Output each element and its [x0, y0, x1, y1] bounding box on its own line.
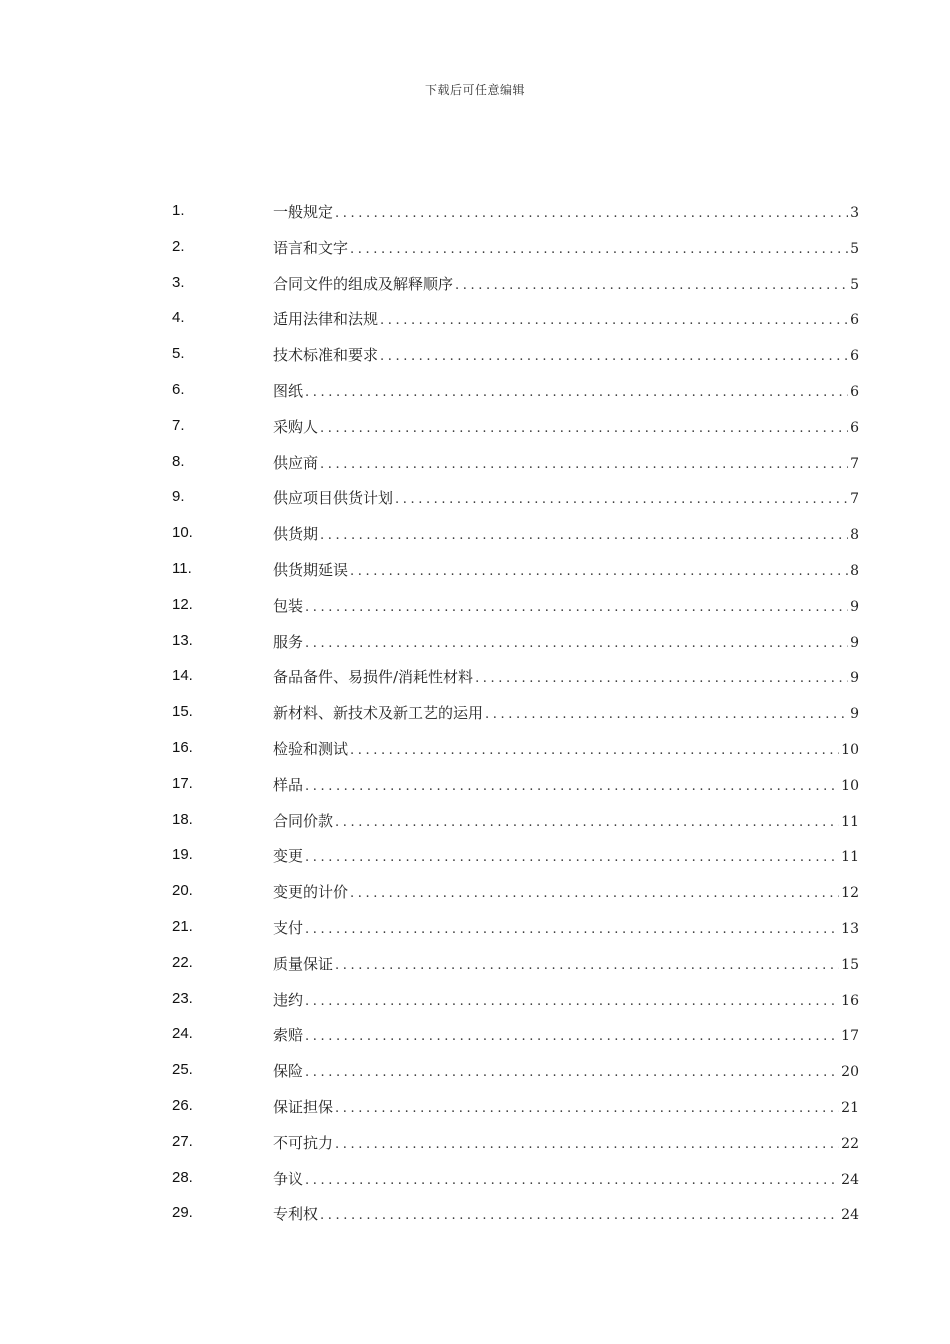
- toc-number: 13.: [172, 631, 193, 649]
- toc-title: 变更的计价: [273, 883, 349, 902]
- toc-entry-line: [273, 595, 859, 616]
- toc-number: 21.: [172, 918, 193, 935]
- toc-leader-dots: [305, 779, 839, 794]
- toc-title: 供货期: [273, 525, 319, 544]
- toc-entry-line: [273, 1024, 859, 1045]
- toc-page-number: 17: [841, 1028, 859, 1045]
- toc-page-number: 9: [850, 706, 859, 723]
- toc-page-number: 11: [841, 849, 859, 866]
- toc-title: 包装: [273, 596, 304, 615]
- toc-page-number: 5: [850, 276, 859, 293]
- toc-number: 22.: [172, 953, 193, 971]
- toc-title: 质量保证: [273, 954, 334, 973]
- toc-title: 样品: [273, 775, 304, 794]
- toc-entry-line: [273, 487, 859, 508]
- toc-page-number: 5: [850, 240, 859, 257]
- toc-leader-dots: [485, 707, 848, 722]
- toc-row[interactable]: [0, 515, 950, 551]
- toc-number: 14.: [172, 667, 193, 685]
- toc-page-number: 9: [850, 670, 859, 687]
- toc-entry-line: [273, 702, 859, 723]
- toc-entry-line: [273, 1060, 859, 1081]
- toc-row[interactable]: [0, 1088, 950, 1124]
- toc-entry-line: [273, 1096, 859, 1117]
- toc-leader-dots: [320, 1208, 839, 1223]
- toc-number: 27.: [172, 1132, 193, 1150]
- toc-leader-dots: [305, 636, 848, 651]
- toc-page-number: 9: [850, 598, 859, 615]
- toc-row[interactable]: [0, 873, 950, 909]
- toc-row[interactable]: [0, 802, 950, 838]
- toc-page-number: 20: [841, 1064, 859, 1081]
- toc-page-number: 12: [841, 885, 859, 902]
- toc-entry-line: [273, 559, 859, 580]
- toc-row[interactable]: [0, 551, 950, 587]
- toc-number: 20.: [172, 882, 193, 900]
- toc-title: 索赔: [273, 1026, 304, 1045]
- toc-number: 15.: [172, 703, 193, 721]
- toc-number: 10.: [172, 524, 193, 542]
- toc-row[interactable]: [0, 1124, 950, 1160]
- toc-entry-line: [273, 1168, 859, 1189]
- toc-entry-line: [273, 881, 859, 902]
- toc-row[interactable]: [0, 336, 950, 372]
- toc-row[interactable]: [0, 444, 950, 480]
- toc-title: 供应项目供货计划: [273, 489, 394, 508]
- toc-entry-line: [273, 1132, 859, 1153]
- toc-leader-dots: [320, 528, 848, 543]
- toc-leader-dots: [335, 206, 848, 221]
- toc-title: 违约: [273, 990, 304, 1009]
- toc-page-number: 6: [850, 348, 859, 365]
- toc-leader-dots: [475, 671, 848, 686]
- toc-row[interactable]: [0, 623, 950, 659]
- toc-leader-dots: [305, 922, 839, 937]
- toc-page-number: 13: [841, 921, 859, 937]
- toc-page-number: 6: [850, 419, 859, 436]
- toc-number: 29.: [172, 1204, 193, 1222]
- toc-page-number: 24: [841, 1207, 859, 1224]
- toc-number: 6.: [172, 381, 185, 398]
- toc-row[interactable]: [0, 300, 950, 336]
- toc-number: 26.: [172, 1097, 193, 1114]
- toc-leader-dots: [305, 1173, 839, 1188]
- toc-page-number: 9: [850, 634, 859, 651]
- toc-leader-dots: [320, 457, 848, 472]
- toc-entry-line: [273, 774, 859, 795]
- toc-leader-dots: [305, 1029, 839, 1044]
- toc-number: 9.: [172, 488, 185, 506]
- toc-title: 适用法律和法规: [273, 310, 379, 329]
- toc-number: 24.: [172, 1025, 193, 1043]
- toc-entry-line: [273, 452, 859, 473]
- toc-title: 专利权: [273, 1205, 319, 1224]
- toc-page-number: 6: [850, 384, 859, 400]
- toc-title: 一般规定: [273, 203, 334, 221]
- toc-row[interactable]: [0, 372, 950, 408]
- toc-leader-dots: [380, 313, 848, 328]
- toc-page-number: 6: [850, 312, 859, 329]
- toc-entry-line: [273, 953, 859, 974]
- toc-number: 16.: [172, 739, 193, 756]
- toc-leader-dots: [335, 958, 839, 973]
- toc-page-number: 8: [850, 563, 859, 579]
- toc-page-number: 11: [841, 813, 859, 830]
- toc-row[interactable]: [0, 766, 950, 802]
- page-header: 下载后可任意编辑: [424, 83, 525, 97]
- toc-title: 备品备件、易损件/消耗性材料: [273, 668, 474, 687]
- toc-entry-line: [273, 845, 859, 866]
- toc-title: 供货期延误: [273, 561, 349, 579]
- toc-number: 4.: [172, 309, 185, 327]
- toc-entry-line: [273, 237, 859, 258]
- toc-row[interactable]: [0, 658, 950, 694]
- toc-leader-dots: [305, 850, 839, 865]
- toc-title: 供应商: [273, 453, 319, 472]
- toc-title: 保证担保: [273, 1098, 334, 1116]
- toc-page-number: 22: [841, 1135, 859, 1152]
- toc-page-number: 16: [841, 992, 859, 1009]
- toc-row[interactable]: [0, 193, 950, 229]
- toc-number: 5.: [172, 345, 185, 363]
- toc-page-number: 15: [841, 956, 859, 973]
- toc-page-number: 21: [841, 1100, 859, 1116]
- toc-entry-line: [273, 308, 859, 329]
- toc-entry-line: [273, 344, 859, 365]
- toc-row[interactable]: [0, 479, 950, 515]
- toc-title: 语言和文字: [273, 238, 349, 257]
- toc-leader-dots: [320, 421, 848, 436]
- toc-title: 变更: [273, 847, 304, 866]
- toc-page-number: 10: [841, 742, 859, 758]
- toc-number: 11.: [172, 560, 192, 577]
- toc-entry-line: [273, 416, 859, 437]
- toc-leader-dots: [335, 1137, 839, 1152]
- toc-number: 17.: [172, 774, 193, 792]
- toc-row[interactable]: [0, 945, 950, 981]
- toc-title: 合同文件的组成及解释顺序: [273, 274, 454, 293]
- toc-row[interactable]: [0, 730, 950, 766]
- toc-number: 23.: [172, 989, 193, 1007]
- toc-number: 12.: [172, 595, 193, 613]
- toc-number: 28.: [172, 1168, 193, 1186]
- toc-number: 8.: [172, 452, 185, 470]
- toc-number: 3.: [172, 273, 185, 291]
- toc-leader-dots: [305, 600, 848, 615]
- toc-leader-dots: [350, 886, 839, 901]
- toc-leader-dots: [455, 278, 848, 293]
- toc-entry-line: [273, 810, 859, 831]
- toc-entry-line: [273, 273, 859, 294]
- toc-page-number: 8: [850, 527, 859, 544]
- toc-leader-dots: [350, 743, 839, 758]
- toc-title: 合同价款: [273, 811, 334, 830]
- toc-row[interactable]: [0, 265, 950, 301]
- toc-page-number: 7: [850, 491, 859, 508]
- toc-row[interactable]: [0, 1195, 950, 1231]
- toc-leader-dots: [395, 492, 848, 507]
- toc-leader-dots: [380, 349, 848, 364]
- toc-row[interactable]: [0, 909, 950, 945]
- toc-page-number: 10: [841, 777, 859, 794]
- toc-number: 19.: [172, 846, 193, 864]
- toc-row[interactable]: [0, 1052, 950, 1088]
- toc-row[interactable]: [0, 408, 950, 444]
- toc-title: 图纸: [273, 382, 304, 400]
- toc-title: 保险: [273, 1062, 304, 1081]
- toc-row[interactable]: [0, 694, 950, 730]
- toc-number: 18.: [172, 810, 193, 828]
- toc-title: 不可抗力: [273, 1133, 334, 1152]
- toc-row[interactable]: [0, 587, 950, 623]
- toc-entry-line: [273, 666, 859, 687]
- toc-entry-line: [273, 1203, 859, 1224]
- toc-title: 采购人: [273, 417, 319, 436]
- toc-leader-dots: [305, 385, 848, 400]
- toc-leader-dots: [335, 815, 839, 830]
- toc-number: 7.: [172, 416, 185, 434]
- toc-entry-line: [273, 989, 859, 1010]
- toc-row[interactable]: [0, 1160, 950, 1196]
- toc-page-number: 7: [850, 455, 859, 472]
- toc-title: 支付: [273, 919, 304, 937]
- toc-row[interactable]: [0, 837, 950, 873]
- toc-entry-line: [273, 631, 859, 652]
- toc-number: 25.: [172, 1061, 193, 1079]
- toc-title: 争议: [273, 1169, 304, 1188]
- toc-title: 服务: [273, 632, 304, 651]
- toc-entry-line: [273, 738, 859, 759]
- toc-entry-line: [273, 380, 859, 401]
- toc-number: 1.: [172, 202, 185, 219]
- toc-title: 检验和测试: [273, 740, 349, 758]
- toc-title: 技术标准和要求: [273, 346, 379, 365]
- toc-page-number: 24: [841, 1171, 859, 1188]
- toc-leader-dots: [305, 1065, 839, 1080]
- toc-entry-line: [273, 523, 859, 544]
- toc-title: 新材料、新技术及新工艺的运用: [273, 704, 484, 723]
- toc-entry-line: [273, 917, 859, 938]
- toc-row[interactable]: [0, 229, 950, 265]
- toc-row[interactable]: [0, 1016, 950, 1052]
- toc-leader-dots: [305, 994, 839, 1009]
- toc-leader-dots: [350, 242, 848, 257]
- toc-leader-dots: [350, 564, 848, 579]
- toc-entry-line: [273, 201, 859, 222]
- toc-page-number: 3: [850, 205, 859, 221]
- toc-row[interactable]: [0, 981, 950, 1017]
- toc-leader-dots: [335, 1101, 839, 1116]
- toc-number: 2.: [172, 237, 185, 255]
